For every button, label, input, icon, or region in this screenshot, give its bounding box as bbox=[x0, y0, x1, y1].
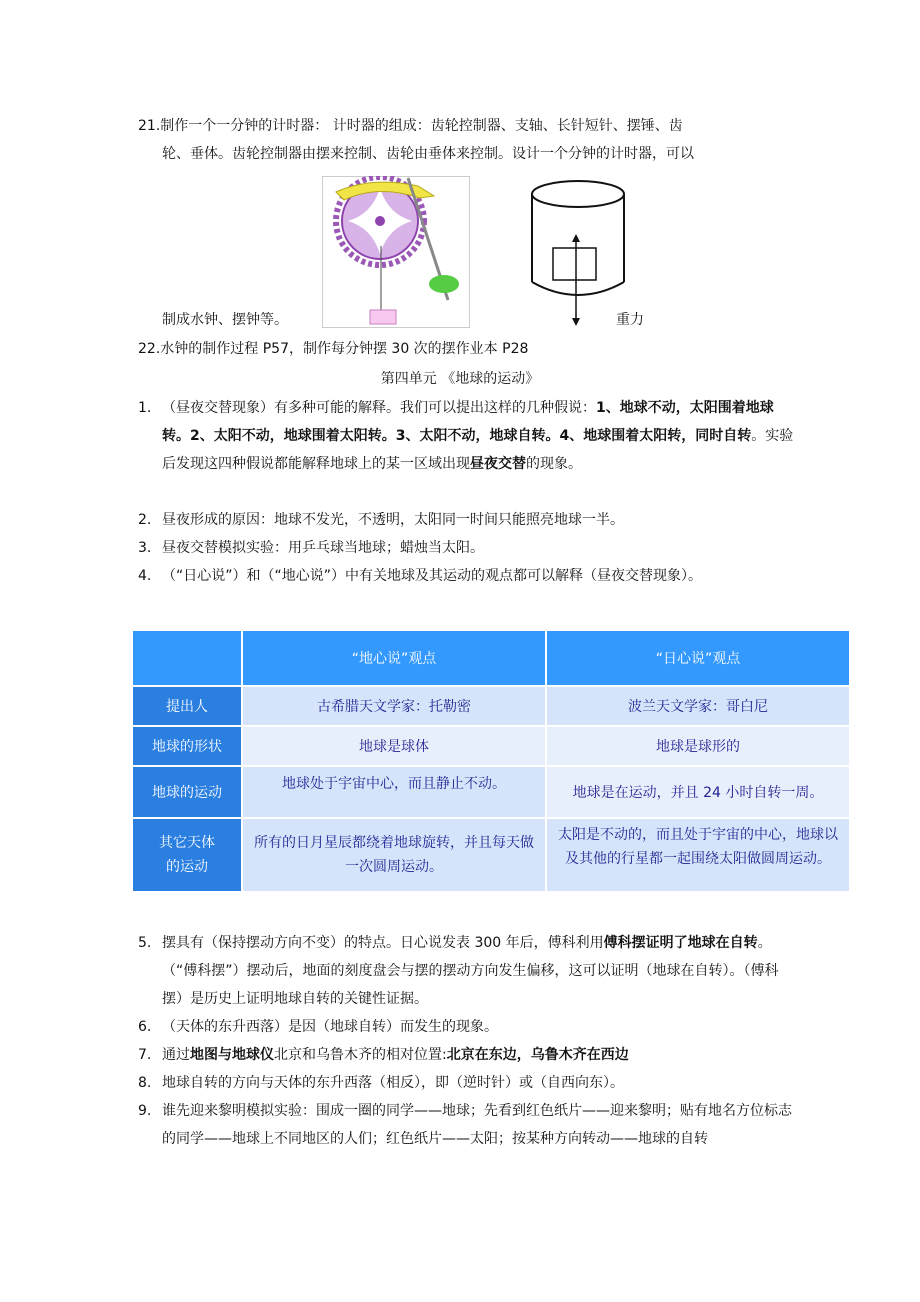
item-21-line-1 bbox=[138, 116, 683, 136]
table-row bbox=[133, 727, 849, 765]
item-number: 6. bbox=[138, 1019, 152, 1035]
item-22 bbox=[138, 339, 528, 359]
item-text: 水钟的制作过程 P57，制作每分钟摆 30 次的摆作业本 P28 bbox=[160, 341, 529, 357]
item-21-line-2: 轮、垂体。齿轮控制器由摆来控制、齿轮由垂体来控制。设计一个分钟的计时器，可以 bbox=[162, 146, 694, 162]
list-item bbox=[138, 1041, 798, 1069]
item-number: 4. bbox=[138, 568, 152, 584]
list-item bbox=[138, 394, 798, 478]
list-item bbox=[138, 1013, 798, 1041]
list-item bbox=[138, 1097, 798, 1153]
comparison-table bbox=[131, 629, 851, 893]
table-cell: 地球是球形的 bbox=[547, 727, 849, 765]
arrow-up-icon bbox=[572, 234, 580, 242]
item-text: （昼夜交替现象）有多种可能的解释。我们可以提出这样的几种假说：1、地球不动，太阳围着地球转。2、太阳不动，地球围着太阳转。3、太阳不动，地球自转。4、地球围着太阳转，同时自转。实验后发现这四种假说都能解释地球上的某一区域出现昼夜交替的现象。 bbox=[162, 400, 794, 472]
list-item bbox=[138, 506, 798, 534]
item-number: 7. bbox=[138, 1047, 152, 1063]
table-row bbox=[133, 767, 849, 817]
list-item bbox=[138, 929, 798, 1013]
item-text: 地球自转的方向与天体的东升西落（相反），即（逆时针）或（自西向东）。 bbox=[162, 1075, 624, 1091]
table-header-row bbox=[133, 631, 849, 685]
row-header: 其它天体 的运动 bbox=[133, 819, 241, 891]
weight-icon bbox=[370, 310, 396, 324]
row-header: 地球的形状 bbox=[133, 727, 241, 765]
list-item bbox=[138, 1069, 798, 1097]
water-clock-figure bbox=[526, 176, 630, 328]
table-header-cell: “地心说”观点 bbox=[243, 631, 545, 685]
table-cell: 地球处于宇宙中心，而且静止不动。 bbox=[243, 767, 545, 817]
gravity-label: 重力 bbox=[616, 312, 644, 328]
gear-clock-figure bbox=[322, 176, 470, 328]
item-number: 9. bbox=[138, 1103, 152, 1119]
table-header-cell: “日心说”观点 bbox=[547, 631, 849, 685]
item-text: （“日心说”）和（“地心说”）中有关地球及其运动的观点都可以解释（昼夜交替现象）。 bbox=[162, 568, 703, 584]
arrow-down-icon bbox=[572, 318, 580, 326]
item-text: 昼夜交替模拟实验：用乒乓球当地球；蜡烛当太阳。 bbox=[162, 540, 484, 556]
table-row bbox=[133, 819, 849, 891]
item-number: 22. bbox=[138, 341, 161, 357]
item-number: 8. bbox=[138, 1075, 152, 1091]
table-row bbox=[133, 687, 849, 725]
item-number: 2. bbox=[138, 512, 152, 528]
item-number: 1. bbox=[138, 400, 152, 416]
row-header: 地球的运动 bbox=[133, 767, 241, 817]
item-text: 摆具有（保持摆动方向不变）的特点。日心说发表 300 年后，傅科利用傅科摆证明了地球在自转。（“傅科摆”）摆动后，地面的刻度盘会与摆的摆动方向发生偏移，这可以证明（地球在自转）。（傅科摆）是历史上证明地球自转的关键性证据。 bbox=[162, 935, 779, 1007]
list-item bbox=[138, 534, 798, 562]
item-number: 5. bbox=[138, 935, 152, 951]
unit-title: 第四单元 《地球的运动》 bbox=[380, 371, 540, 387]
item-text: 制作一个一分钟的计时器： 计时器的组成：齿轮控制器、支轴、长针短针、摆锤、齿 bbox=[160, 118, 683, 134]
row-header: 提出人 bbox=[133, 687, 241, 725]
item-text: （天体的东升西落）是因（地球自转）而发生的现象。 bbox=[162, 1019, 498, 1035]
pendulum-bob-icon bbox=[429, 275, 459, 293]
item-21-line-3: 制成水钟、摆钟等。 bbox=[162, 312, 288, 328]
float-box bbox=[553, 248, 596, 280]
table-cell: 地球是在运动，并且 24 小时自转一周。 bbox=[547, 767, 849, 817]
table-header-cell bbox=[133, 631, 241, 685]
table-cell: 地球是球体 bbox=[243, 727, 545, 765]
item-text: 通过地图与地球仪北京和乌鲁木齐的相对位置:北京在东边，乌鲁木齐在西边 bbox=[162, 1047, 629, 1063]
table-cell: 古希腊天文学家：托勒密 bbox=[243, 687, 545, 725]
item-number: 3. bbox=[138, 540, 152, 556]
table-cell: 所有的日月星辰都绕着地球旋转，并且每天做一次圆周运动。 bbox=[243, 819, 545, 891]
item-text: 谁先迎来黎明模拟实验：围成一圈的同学——地球；先看到红色纸片——迎来黎明；贴有地名方位标志的同学——地球上不同地区的人们；红色纸片——太阳；按某种方向转动——地球的自转 bbox=[162, 1103, 792, 1147]
list-item bbox=[138, 562, 838, 590]
item-text: 昼夜形成的原因：地球不发光，不透明，太阳同一时间只能照亮地球一半。 bbox=[162, 512, 624, 528]
table-cell: 波兰天文学家：哥白尼 bbox=[547, 687, 849, 725]
table-cell: 太阳是不动的，而且处于宇宙的中心，地球以及其他的行星都一起围绕太阳做圆周运动。 bbox=[547, 819, 849, 891]
item-number: 21. bbox=[138, 118, 161, 134]
